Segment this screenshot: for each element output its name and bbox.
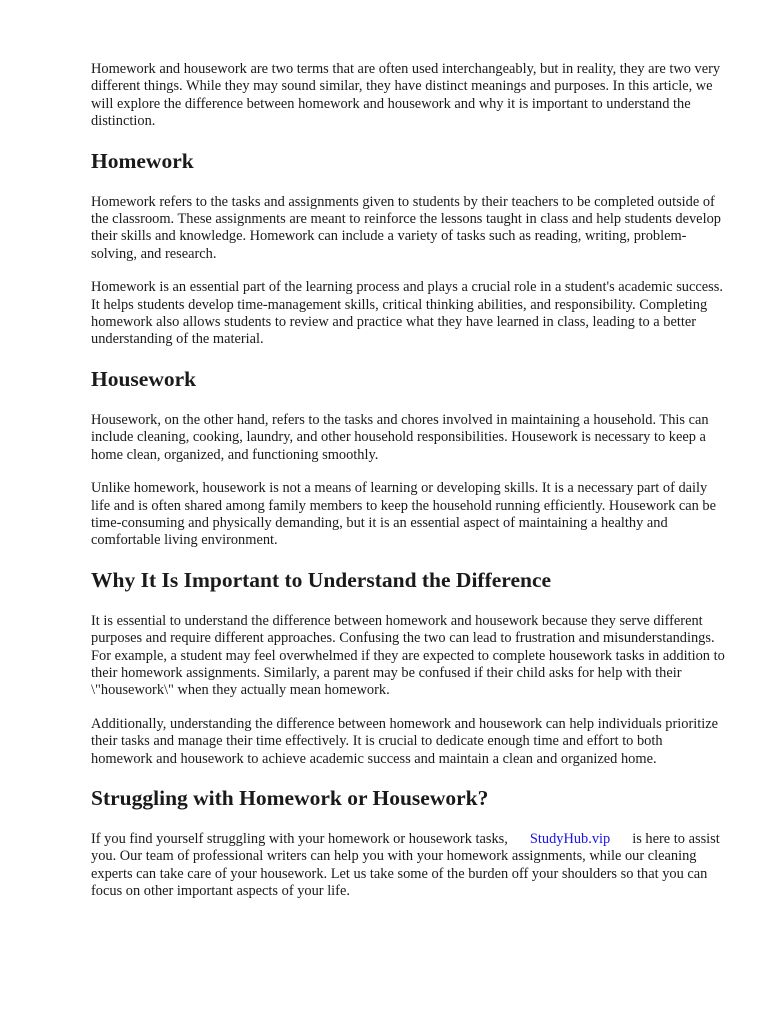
heading-homework: Homework — [91, 148, 194, 173]
intro-paragraph: Homework and housework are two terms that are often used interchangeably, but in reality, they are two very different things. While they may sound similar, they have distinct meanings and purposes. In this article, we will explore the difference between homework and housework and why it is important to understand the distinction. — [91, 61, 721, 130]
section-importance — [91, 567, 727, 768]
section-homework — [91, 148, 727, 349]
importance-paragraph-1: It is essential to understand the difference between homework and housework because they serve different purposes and require different approaches. Confusing the two can lead to frustration and misunderstandings. For example, a student may feel overwhelmed if they are expected to complete housework tasks in addition to their homework assignments. Similarly, a parent may be confused if their child asks for help with their \"housework\" when they actually mean homework. — [91, 612, 725, 699]
heading-importance: Why It Is Important to Understand the Difference — [91, 567, 552, 592]
homework-paragraph-1: Homework refers to the tasks and assignments given to students by their teachers to be completed outside of the classroom. These assignments are meant to reinforce the lessons taught in class and help students develop their skills and knowledge. Homework can include a variety of tasks such as reading, writing, problem-solving, and research. — [91, 193, 721, 262]
housework-paragraph-2: Unlike homework, housework is not a means of learning or developing skills. It is a necessary part of daily life and is often shared among family members to keep the household running efficiently. Housework can be time-consuming and physically demanding, but it is an essential aspect of maintaining a healthy and comfortable living environment. — [91, 480, 717, 549]
importance-paragraph-2: Additionally, understanding the difference between homework and housework can help individuals prioritize their tasks and manage their time effectively. It is crucial to dedicate enough time and effort to both homework and housework to achieve academic success and maintain a clean and organized home. — [91, 715, 719, 767]
article — [91, 61, 727, 917]
homework-paragraph-2: Homework is an essential part of the learning process and plays a crucial role in a student's academic success. It helps students develop time-management skills, critical thinking abilities, and responsibility. Completing homework also allows students to review and practice what they have learned in class, leading to a better understanding of the material. — [91, 279, 723, 348]
section-housework — [91, 366, 727, 550]
housework-paragraph-1: Housework, on the other hand, refers to the tasks and chores involved in maintaining a household. This can include cleaning, cooking, laundry, and other household responsibilities. Housework is necessary to keep a home clean, organized, and functioning smoothly. — [91, 411, 709, 463]
struggling-paragraph — [91, 831, 727, 901]
struggling-text-before-link: If you find yourself struggling with your homework or housework tasks, — [91, 830, 508, 847]
struggling-text-after-link: is here to assist you. Our team of professional writers can help you with your homework assignments, while our cleaning experts can take care of your housework. Let us take some of the burden off your shoulders so that you can focus on other important aspects of your life. — [91, 830, 720, 900]
heading-struggling: Struggling with Homework or Housework? — [91, 785, 489, 810]
section-struggling — [91, 785, 727, 901]
studyhub-link[interactable]: StudyHub.vip — [529, 830, 611, 847]
heading-housework: Housework — [91, 366, 197, 391]
